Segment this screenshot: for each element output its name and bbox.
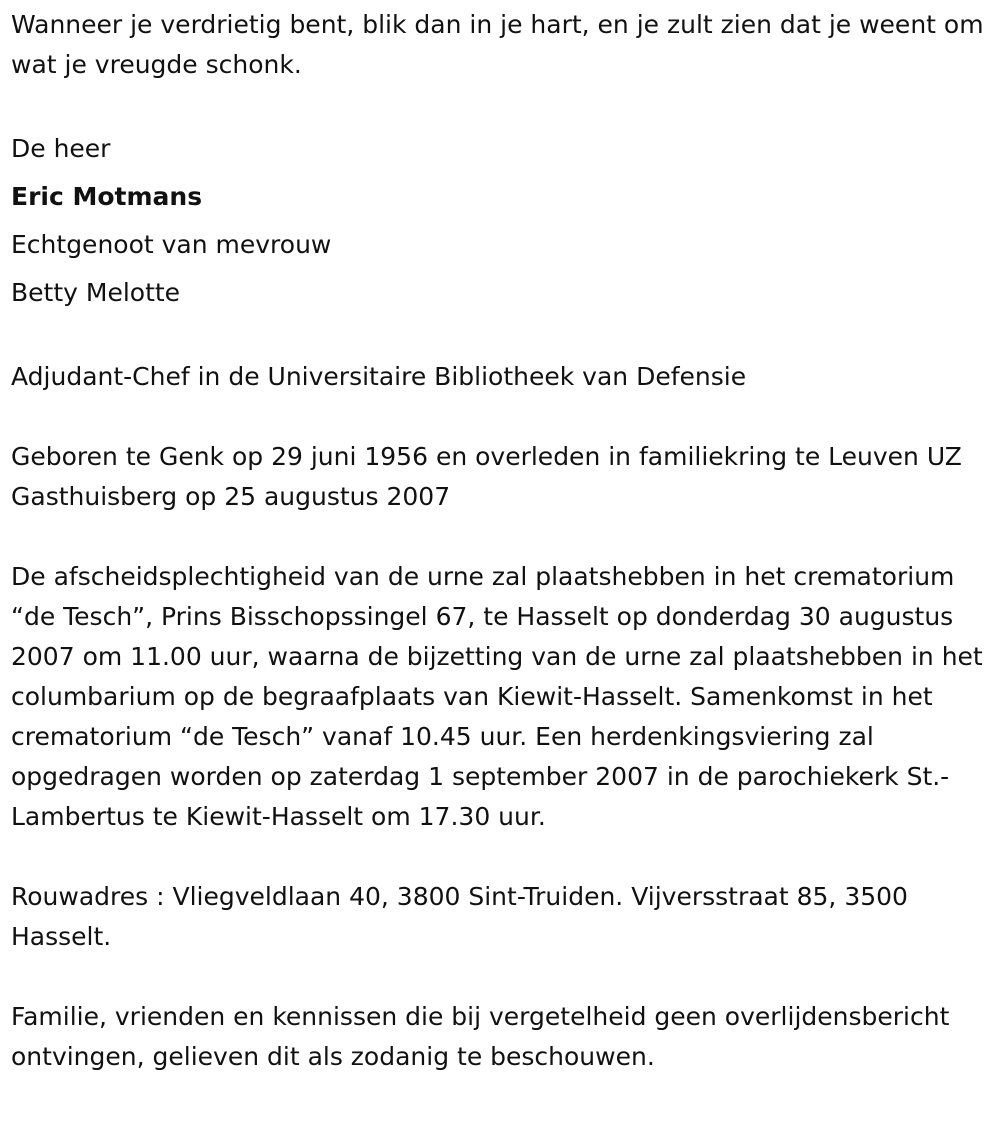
spacer (11, 957, 986, 997)
spacer (11, 397, 986, 437)
closing-paragraph: Familie, vrienden en kennissen die bij vergetelheid geen overlijdensbericht ontvingen, gelieven dit als zodanig te beschouwen. (11, 1002, 950, 1071)
spouse-name: Betty Melotte (11, 278, 181, 307)
quote-paragraph: Wanneer je verdrietig bent, blik dan in je hart, en je zult zien dat je weent om wat je vreugde schonk. (11, 10, 984, 79)
spacer (11, 837, 986, 877)
spacer (11, 517, 986, 557)
occupation-line: Adjudant-Chef in de Universitaire Bibliotheek van Defensie (11, 362, 747, 391)
spacer (11, 317, 986, 357)
birth-death-paragraph: Geboren te Genk op 29 juni 1956 en overleden in familiekring te Leuven UZ Gasthuisberg op 25 augustus 2007 (11, 442, 962, 511)
obituary-document (11, 5, 986, 1077)
title-prefix: De heer (11, 134, 111, 163)
mourning-address: Rouwadres : Vliegveldlaan 40, 3800 Sint-Truiden. Vijversstraat 85, 3500 Hasselt. (11, 882, 908, 951)
deceased-name: Eric Motmans (11, 182, 203, 211)
ceremony-paragraph: De afscheidsplechtigheid van de urne zal plaatshebben in het crematorium “de Tesch”, Prins Bisschopssingel 67, te Hasselt op donderdag 30 augustus 2007 om 11.00 uur, waarna de bijzetting van de urne zal plaatshebben in het columbarium op de begraafplaats van Kiewit-Hasselt. Samenkomst in het crematorium “de Tesch” vanaf 10.45 uur. Een herdenkingsviering zal opgedragen worden op zaterdag 1 september 2007 in de parochiekerk St.-Lambertus te Kiewit-Hasselt om 17.30 uur. (11, 562, 983, 831)
spouse-label: Echtgenoot van mevrouw (11, 230, 332, 259)
spacer (11, 85, 986, 125)
